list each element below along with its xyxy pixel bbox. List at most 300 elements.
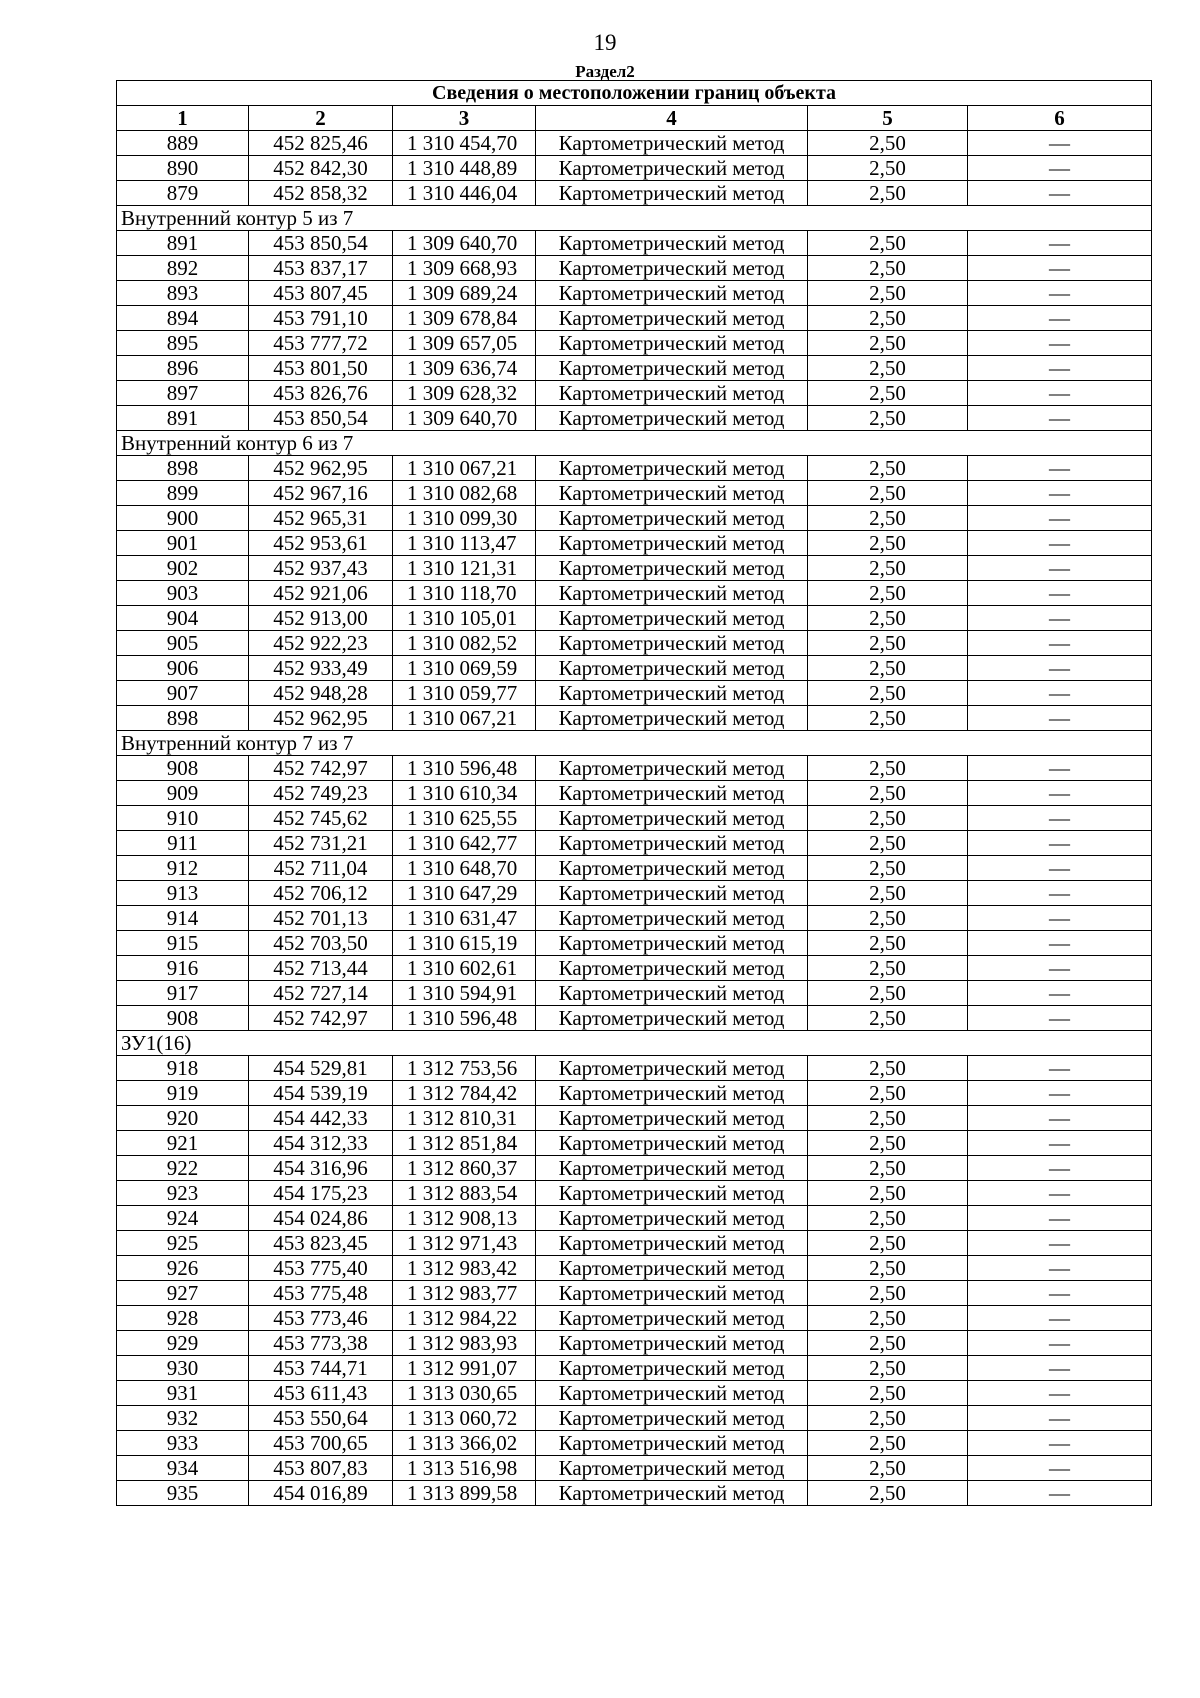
point-number-cell: 917 bbox=[117, 981, 249, 1006]
x-coordinate-cell: 452 967,16 bbox=[249, 481, 393, 506]
y-coordinate-cell: 1 310 067,21 bbox=[393, 706, 536, 731]
method-cell: Картометрический метод bbox=[536, 1281, 808, 1306]
table-row bbox=[117, 256, 1152, 281]
table-row bbox=[117, 631, 1152, 656]
x-coordinate-cell: 452 913,00 bbox=[249, 606, 393, 631]
point-number-cell: 919 bbox=[117, 1081, 249, 1106]
point-number-cell: 926 bbox=[117, 1256, 249, 1281]
method-cell: Картометрический метод bbox=[536, 581, 808, 606]
y-coordinate-cell: 1 309 678,84 bbox=[393, 306, 536, 331]
y-coordinate-cell: 1 309 628,32 bbox=[393, 381, 536, 406]
point-number-cell: 908 bbox=[117, 1006, 249, 1031]
description-cell: — bbox=[968, 606, 1152, 631]
accuracy-cell: 2,50 bbox=[808, 281, 968, 306]
point-number-cell: 912 bbox=[117, 856, 249, 881]
table-row bbox=[117, 981, 1152, 1006]
y-coordinate-cell: 1 310 067,21 bbox=[393, 456, 536, 481]
description-cell: — bbox=[968, 1081, 1152, 1106]
accuracy-cell: 2,50 bbox=[808, 556, 968, 581]
y-coordinate-cell: 1 310 059,77 bbox=[393, 681, 536, 706]
x-coordinate-cell: 453 775,48 bbox=[249, 1281, 393, 1306]
point-number-cell: 901 bbox=[117, 531, 249, 556]
point-number-cell: 930 bbox=[117, 1356, 249, 1381]
method-cell: Картометрический метод bbox=[536, 381, 808, 406]
table-row bbox=[117, 1481, 1152, 1506]
table-row bbox=[117, 331, 1152, 356]
x-coordinate-cell: 453 850,54 bbox=[249, 406, 393, 431]
description-cell: — bbox=[968, 906, 1152, 931]
table-row bbox=[117, 506, 1152, 531]
x-coordinate-cell: 452 706,12 bbox=[249, 881, 393, 906]
description-cell: — bbox=[968, 1156, 1152, 1181]
point-number-cell: 905 bbox=[117, 631, 249, 656]
point-number-cell: 879 bbox=[117, 181, 249, 206]
x-coordinate-cell: 452 933,49 bbox=[249, 656, 393, 681]
method-cell: Картометрический метод bbox=[536, 631, 808, 656]
column-header: 5 bbox=[808, 106, 968, 131]
description-cell: — bbox=[968, 181, 1152, 206]
point-number-cell: 934 bbox=[117, 1456, 249, 1481]
method-cell: Картометрический метод bbox=[536, 706, 808, 731]
table-row bbox=[117, 606, 1152, 631]
table-row bbox=[117, 356, 1152, 381]
table-row bbox=[117, 1156, 1152, 1181]
y-coordinate-cell: 1 312 991,07 bbox=[393, 1356, 536, 1381]
method-cell: Картометрический метод bbox=[536, 1056, 808, 1081]
table-row bbox=[117, 806, 1152, 831]
description-cell: — bbox=[968, 1256, 1152, 1281]
table-row bbox=[117, 1331, 1152, 1356]
table-row bbox=[117, 1206, 1152, 1231]
point-number-cell: 932 bbox=[117, 1406, 249, 1431]
method-cell: Картометрический метод bbox=[536, 1006, 808, 1031]
point-number-cell: 902 bbox=[117, 556, 249, 581]
x-coordinate-cell: 453 823,45 bbox=[249, 1231, 393, 1256]
y-coordinate-cell: 1 310 647,29 bbox=[393, 881, 536, 906]
method-cell: Картометрический метод bbox=[536, 131, 808, 156]
accuracy-cell: 2,50 bbox=[808, 906, 968, 931]
contour-section-label: ЗУ1(16) bbox=[117, 1031, 1152, 1056]
x-coordinate-cell: 452 749,23 bbox=[249, 781, 393, 806]
table-row bbox=[117, 1256, 1152, 1281]
point-number-cell: 915 bbox=[117, 931, 249, 956]
accuracy-cell: 2,50 bbox=[808, 1356, 968, 1381]
x-coordinate-cell: 452 745,62 bbox=[249, 806, 393, 831]
description-cell: — bbox=[968, 1381, 1152, 1406]
x-coordinate-cell: 452 842,30 bbox=[249, 156, 393, 181]
method-cell: Картометрический метод bbox=[536, 1456, 808, 1481]
x-coordinate-cell: 454 016,89 bbox=[249, 1481, 393, 1506]
column-header-row bbox=[117, 106, 1152, 131]
description-cell: — bbox=[968, 831, 1152, 856]
point-number-cell: 916 bbox=[117, 956, 249, 981]
description-cell: — bbox=[968, 156, 1152, 181]
y-coordinate-cell: 1 309 657,05 bbox=[393, 331, 536, 356]
point-number-cell: 929 bbox=[117, 1331, 249, 1356]
contour-section-row bbox=[117, 206, 1152, 231]
description-cell: — bbox=[968, 1131, 1152, 1156]
accuracy-cell: 2,50 bbox=[808, 381, 968, 406]
table-row bbox=[117, 1081, 1152, 1106]
point-number-cell: 923 bbox=[117, 1181, 249, 1206]
table-row bbox=[117, 656, 1152, 681]
table-row bbox=[117, 956, 1152, 981]
y-coordinate-cell: 1 309 640,70 bbox=[393, 231, 536, 256]
x-coordinate-cell: 453 807,45 bbox=[249, 281, 393, 306]
accuracy-cell: 2,50 bbox=[808, 231, 968, 256]
point-number-cell: 910 bbox=[117, 806, 249, 831]
table-row bbox=[117, 231, 1152, 256]
description-cell: — bbox=[968, 631, 1152, 656]
accuracy-cell: 2,50 bbox=[808, 706, 968, 731]
y-coordinate-cell: 1 310 625,55 bbox=[393, 806, 536, 831]
description-cell: — bbox=[968, 806, 1152, 831]
method-cell: Картометрический метод bbox=[536, 1356, 808, 1381]
point-number-cell: 889 bbox=[117, 131, 249, 156]
description-cell: — bbox=[968, 956, 1152, 981]
accuracy-cell: 2,50 bbox=[808, 631, 968, 656]
x-coordinate-cell: 453 837,17 bbox=[249, 256, 393, 281]
point-number-cell: 900 bbox=[117, 506, 249, 531]
accuracy-cell: 2,50 bbox=[808, 481, 968, 506]
accuracy-cell: 2,50 bbox=[808, 1406, 968, 1431]
contour-section-row bbox=[117, 1031, 1152, 1056]
point-number-cell: 895 bbox=[117, 331, 249, 356]
point-number-cell: 911 bbox=[117, 831, 249, 856]
description-cell: — bbox=[968, 1431, 1152, 1456]
description-cell: — bbox=[968, 1456, 1152, 1481]
description-cell: — bbox=[968, 406, 1152, 431]
method-cell: Картометрический метод bbox=[536, 1331, 808, 1356]
x-coordinate-cell: 453 550,64 bbox=[249, 1406, 393, 1431]
x-coordinate-cell: 454 312,33 bbox=[249, 1131, 393, 1156]
table-caption-row bbox=[117, 81, 1152, 106]
y-coordinate-cell: 1 312 851,84 bbox=[393, 1131, 536, 1156]
method-cell: Картометрический метод bbox=[536, 506, 808, 531]
accuracy-cell: 2,50 bbox=[808, 1106, 968, 1131]
method-cell: Картометрический метод bbox=[536, 606, 808, 631]
description-cell: — bbox=[968, 481, 1152, 506]
table-row bbox=[117, 781, 1152, 806]
description-cell: — bbox=[968, 231, 1152, 256]
x-coordinate-cell: 453 826,76 bbox=[249, 381, 393, 406]
y-coordinate-cell: 1 310 118,70 bbox=[393, 581, 536, 606]
accuracy-cell: 2,50 bbox=[808, 656, 968, 681]
table-row bbox=[117, 156, 1152, 181]
point-number-cell: 925 bbox=[117, 1231, 249, 1256]
accuracy-cell: 2,50 bbox=[808, 1281, 968, 1306]
table-row bbox=[117, 1456, 1152, 1481]
y-coordinate-cell: 1 310 454,70 bbox=[393, 131, 536, 156]
description-cell: — bbox=[968, 381, 1152, 406]
accuracy-cell: 2,50 bbox=[808, 1056, 968, 1081]
y-coordinate-cell: 1 312 908,13 bbox=[393, 1206, 536, 1231]
y-coordinate-cell: 1 310 069,59 bbox=[393, 656, 536, 681]
description-cell: — bbox=[968, 1306, 1152, 1331]
y-coordinate-cell: 1 310 610,34 bbox=[393, 781, 536, 806]
point-number-cell: 924 bbox=[117, 1206, 249, 1231]
table-row bbox=[117, 681, 1152, 706]
y-coordinate-cell: 1 310 113,47 bbox=[393, 531, 536, 556]
table-row bbox=[117, 1231, 1152, 1256]
method-cell: Картометрический метод bbox=[536, 656, 808, 681]
x-coordinate-cell: 452 731,21 bbox=[249, 831, 393, 856]
x-coordinate-cell: 454 442,33 bbox=[249, 1106, 393, 1131]
y-coordinate-cell: 1 310 099,30 bbox=[393, 506, 536, 531]
description-cell: — bbox=[968, 781, 1152, 806]
table-row bbox=[117, 306, 1152, 331]
table-row bbox=[117, 456, 1152, 481]
contour-section-row bbox=[117, 431, 1152, 456]
accuracy-cell: 2,50 bbox=[808, 831, 968, 856]
table-row bbox=[117, 556, 1152, 581]
point-number-cell: 918 bbox=[117, 1056, 249, 1081]
table-row bbox=[117, 881, 1152, 906]
y-coordinate-cell: 1 312 984,22 bbox=[393, 1306, 536, 1331]
accuracy-cell: 2,50 bbox=[808, 1206, 968, 1231]
accuracy-cell: 2,50 bbox=[808, 1156, 968, 1181]
table-row bbox=[117, 931, 1152, 956]
method-cell: Картометрический метод bbox=[536, 406, 808, 431]
accuracy-cell: 2,50 bbox=[808, 581, 968, 606]
description-cell: — bbox=[968, 556, 1152, 581]
y-coordinate-cell: 1 309 640,70 bbox=[393, 406, 536, 431]
description-cell: — bbox=[968, 331, 1152, 356]
description-cell: — bbox=[968, 356, 1152, 381]
method-cell: Картометрический метод bbox=[536, 456, 808, 481]
x-coordinate-cell: 454 529,81 bbox=[249, 1056, 393, 1081]
x-coordinate-cell: 453 700,65 bbox=[249, 1431, 393, 1456]
method-cell: Картометрический метод bbox=[536, 481, 808, 506]
y-coordinate-cell: 1 309 668,93 bbox=[393, 256, 536, 281]
method-cell: Картометрический метод bbox=[536, 806, 808, 831]
x-coordinate-cell: 452 727,14 bbox=[249, 981, 393, 1006]
point-number-cell: 903 bbox=[117, 581, 249, 606]
point-number-cell: 907 bbox=[117, 681, 249, 706]
accuracy-cell: 2,50 bbox=[808, 606, 968, 631]
contour-section-label: Внутренний контур 5 из 7 bbox=[117, 206, 1152, 231]
method-cell: Картометрический метод bbox=[536, 881, 808, 906]
x-coordinate-cell: 453 773,38 bbox=[249, 1331, 393, 1356]
description-cell: — bbox=[968, 656, 1152, 681]
y-coordinate-cell: 1 312 784,42 bbox=[393, 1081, 536, 1106]
table-row bbox=[117, 481, 1152, 506]
description-cell: — bbox=[968, 1181, 1152, 1206]
method-cell: Картометрический метод bbox=[536, 231, 808, 256]
table-row bbox=[117, 1056, 1152, 1081]
accuracy-cell: 2,50 bbox=[808, 1181, 968, 1206]
boundary-table bbox=[116, 80, 1152, 1506]
method-cell: Картометрический метод bbox=[536, 756, 808, 781]
y-coordinate-cell: 1 310 602,61 bbox=[393, 956, 536, 981]
method-cell: Картометрический метод bbox=[536, 1481, 808, 1506]
point-number-cell: 897 bbox=[117, 381, 249, 406]
y-coordinate-cell: 1 310 082,52 bbox=[393, 631, 536, 656]
method-cell: Картометрический метод bbox=[536, 331, 808, 356]
y-coordinate-cell: 1 312 860,37 bbox=[393, 1156, 536, 1181]
x-coordinate-cell: 453 777,72 bbox=[249, 331, 393, 356]
accuracy-cell: 2,50 bbox=[808, 181, 968, 206]
y-coordinate-cell: 1 310 642,77 bbox=[393, 831, 536, 856]
accuracy-cell: 2,50 bbox=[808, 1131, 968, 1156]
method-cell: Картометрический метод bbox=[536, 1206, 808, 1231]
y-coordinate-cell: 1 310 082,68 bbox=[393, 481, 536, 506]
description-cell: — bbox=[968, 581, 1152, 606]
y-coordinate-cell: 1 310 105,01 bbox=[393, 606, 536, 631]
column-header: 6 bbox=[968, 106, 1152, 131]
table-row bbox=[117, 131, 1152, 156]
point-number-cell: 891 bbox=[117, 231, 249, 256]
table-row bbox=[117, 831, 1152, 856]
x-coordinate-cell: 452 742,97 bbox=[249, 1006, 393, 1031]
x-coordinate-cell: 453 744,71 bbox=[249, 1356, 393, 1381]
y-coordinate-cell: 1 310 648,70 bbox=[393, 856, 536, 881]
x-coordinate-cell: 452 742,97 bbox=[249, 756, 393, 781]
table-row bbox=[117, 281, 1152, 306]
x-coordinate-cell: 452 922,23 bbox=[249, 631, 393, 656]
method-cell: Картометрический метод bbox=[536, 781, 808, 806]
column-header: 3 bbox=[393, 106, 536, 131]
accuracy-cell: 2,50 bbox=[808, 756, 968, 781]
description-cell: — bbox=[968, 1206, 1152, 1231]
x-coordinate-cell: 453 611,43 bbox=[249, 1381, 393, 1406]
table-row bbox=[117, 1181, 1152, 1206]
point-number-cell: 928 bbox=[117, 1306, 249, 1331]
accuracy-cell: 2,50 bbox=[808, 881, 968, 906]
x-coordinate-cell: 452 711,04 bbox=[249, 856, 393, 881]
description-cell: — bbox=[968, 1056, 1152, 1081]
method-cell: Картометрический метод bbox=[536, 1406, 808, 1431]
method-cell: Картометрический метод bbox=[536, 356, 808, 381]
x-coordinate-cell: 453 773,46 bbox=[249, 1306, 393, 1331]
method-cell: Картометрический метод bbox=[536, 906, 808, 931]
method-cell: Картометрический метод bbox=[536, 956, 808, 981]
y-coordinate-cell: 1 313 899,58 bbox=[393, 1481, 536, 1506]
table-row bbox=[117, 706, 1152, 731]
description-cell: — bbox=[968, 256, 1152, 281]
table-row bbox=[117, 1281, 1152, 1306]
point-number-cell: 898 bbox=[117, 706, 249, 731]
accuracy-cell: 2,50 bbox=[808, 1481, 968, 1506]
y-coordinate-cell: 1 312 983,77 bbox=[393, 1281, 536, 1306]
description-cell: — bbox=[968, 1281, 1152, 1306]
accuracy-cell: 2,50 bbox=[808, 856, 968, 881]
method-cell: Картометрический метод bbox=[536, 256, 808, 281]
y-coordinate-cell: 1 312 883,54 bbox=[393, 1181, 536, 1206]
method-cell: Картометрический метод bbox=[536, 1431, 808, 1456]
accuracy-cell: 2,50 bbox=[808, 331, 968, 356]
point-number-cell: 890 bbox=[117, 156, 249, 181]
x-coordinate-cell: 452 703,50 bbox=[249, 931, 393, 956]
accuracy-cell: 2,50 bbox=[808, 406, 968, 431]
point-number-cell: 904 bbox=[117, 606, 249, 631]
description-cell: — bbox=[968, 1106, 1152, 1131]
method-cell: Картометрический метод bbox=[536, 1231, 808, 1256]
y-coordinate-cell: 1 310 631,47 bbox=[393, 906, 536, 931]
x-coordinate-cell: 452 948,28 bbox=[249, 681, 393, 706]
table-row bbox=[117, 1106, 1152, 1131]
y-coordinate-cell: 1 310 448,89 bbox=[393, 156, 536, 181]
y-coordinate-cell: 1 310 446,04 bbox=[393, 181, 536, 206]
point-number-cell: 892 bbox=[117, 256, 249, 281]
point-number-cell: 935 bbox=[117, 1481, 249, 1506]
accuracy-cell: 2,50 bbox=[808, 506, 968, 531]
column-header: 1 bbox=[117, 106, 249, 131]
method-cell: Картометрический метод bbox=[536, 981, 808, 1006]
x-coordinate-cell: 452 962,95 bbox=[249, 456, 393, 481]
point-number-cell: 920 bbox=[117, 1106, 249, 1131]
x-coordinate-cell: 452 858,32 bbox=[249, 181, 393, 206]
method-cell: Картометрический метод bbox=[536, 1181, 808, 1206]
x-coordinate-cell: 453 850,54 bbox=[249, 231, 393, 256]
point-number-cell: 921 bbox=[117, 1131, 249, 1156]
accuracy-cell: 2,50 bbox=[808, 1456, 968, 1481]
point-number-cell: 908 bbox=[117, 756, 249, 781]
x-coordinate-cell: 452 825,46 bbox=[249, 131, 393, 156]
y-coordinate-cell: 1 313 060,72 bbox=[393, 1406, 536, 1431]
y-coordinate-cell: 1 309 636,74 bbox=[393, 356, 536, 381]
accuracy-cell: 2,50 bbox=[808, 681, 968, 706]
accuracy-cell: 2,50 bbox=[808, 1381, 968, 1406]
y-coordinate-cell: 1 313 030,65 bbox=[393, 1381, 536, 1406]
x-coordinate-cell: 453 775,40 bbox=[249, 1256, 393, 1281]
method-cell: Картометрический метод bbox=[536, 181, 808, 206]
accuracy-cell: 2,50 bbox=[808, 981, 968, 1006]
x-coordinate-cell: 452 921,06 bbox=[249, 581, 393, 606]
column-header: 2 bbox=[249, 106, 393, 131]
table-row bbox=[117, 531, 1152, 556]
y-coordinate-cell: 1 310 596,48 bbox=[393, 756, 536, 781]
point-number-cell: 914 bbox=[117, 906, 249, 931]
y-coordinate-cell: 1 310 596,48 bbox=[393, 1006, 536, 1031]
section-label: Раздел2 bbox=[575, 62, 635, 81]
point-number-cell: 931 bbox=[117, 1381, 249, 1406]
point-number-cell: 891 bbox=[117, 406, 249, 431]
method-cell: Картометрический метод bbox=[536, 1306, 808, 1331]
page-number: 19 bbox=[593, 30, 617, 55]
method-cell: Картометрический метод bbox=[536, 1381, 808, 1406]
description-cell: — bbox=[968, 131, 1152, 156]
description-cell: — bbox=[968, 1231, 1152, 1256]
accuracy-cell: 2,50 bbox=[808, 356, 968, 381]
accuracy-cell: 2,50 bbox=[808, 306, 968, 331]
table-row bbox=[117, 1131, 1152, 1156]
accuracy-cell: 2,50 bbox=[808, 1256, 968, 1281]
description-cell: — bbox=[968, 931, 1152, 956]
table-row bbox=[117, 856, 1152, 881]
table-row bbox=[117, 181, 1152, 206]
table-row bbox=[117, 1306, 1152, 1331]
column-header: 4 bbox=[536, 106, 808, 131]
x-coordinate-cell: 454 024,86 bbox=[249, 1206, 393, 1231]
x-coordinate-cell: 452 713,44 bbox=[249, 956, 393, 981]
method-cell: Картометрический метод bbox=[536, 1081, 808, 1106]
method-cell: Картометрический метод bbox=[536, 856, 808, 881]
table-row bbox=[117, 1006, 1152, 1031]
description-cell: — bbox=[968, 281, 1152, 306]
x-coordinate-cell: 452 701,13 bbox=[249, 906, 393, 931]
point-number-cell: 906 bbox=[117, 656, 249, 681]
table-row bbox=[117, 1431, 1152, 1456]
point-number-cell: 899 bbox=[117, 481, 249, 506]
description-cell: — bbox=[968, 531, 1152, 556]
x-coordinate-cell: 453 791,10 bbox=[249, 306, 393, 331]
accuracy-cell: 2,50 bbox=[808, 781, 968, 806]
accuracy-cell: 2,50 bbox=[808, 531, 968, 556]
point-number-cell: 933 bbox=[117, 1431, 249, 1456]
accuracy-cell: 2,50 bbox=[808, 131, 968, 156]
method-cell: Картометрический метод bbox=[536, 1131, 808, 1156]
